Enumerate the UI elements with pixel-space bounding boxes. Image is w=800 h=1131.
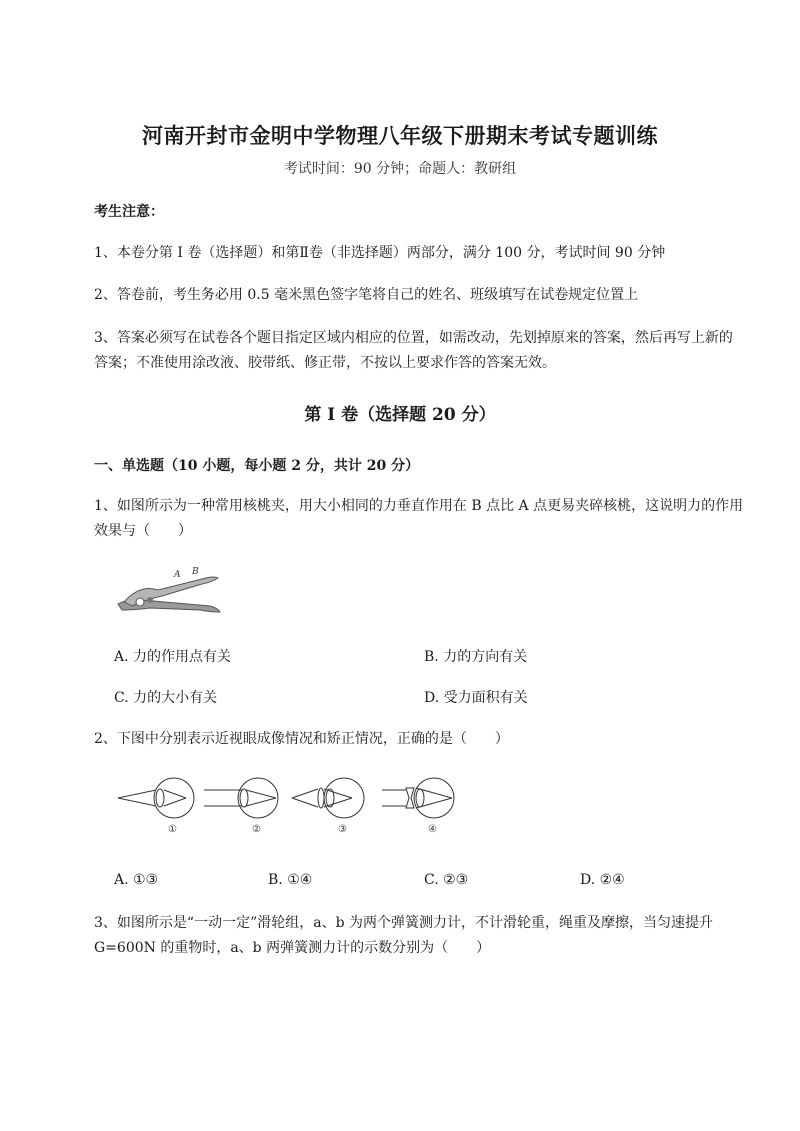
notice-item-2: 2、答卷前，考生务必用 0.5 毫米黑色签字笔将自己的姓名、班级填写在试卷规定位置上: [94, 287, 639, 303]
q1-option-c[interactable]: C. 力的大小有关: [114, 690, 218, 706]
eye-label-1: ①: [168, 824, 177, 835]
q1-option-d[interactable]: D. 受力面积有关: [424, 690, 528, 706]
notice-item-1: 1、本卷分第 I 卷（选择题）和第Ⅱ卷（非选择题）两部分，满分 100 分，考试时间 90 分钟: [94, 245, 666, 261]
figure-label-a: A: [174, 570, 181, 580]
q2-option-d[interactable]: D. ②④: [580, 872, 625, 888]
q2-option-c[interactable]: C. ②③: [424, 872, 469, 888]
q2-option-b[interactable]: B. ①④: [268, 872, 313, 888]
page-title: 河南开封市金明中学物理八年级下册期末考试专题训练: [142, 123, 658, 148]
eye-diagram-1: [118, 778, 194, 835]
eye-label-3: ③: [338, 824, 347, 835]
eye-diagram-2: [204, 778, 278, 835]
notice-heading: 考生注意：: [94, 204, 164, 220]
question-2-stem: 2、下图中分别表示近视眼成像情况和矫正情况，正确的是（ ）: [94, 731, 509, 747]
q1-option-b[interactable]: B. 力的方向有关: [424, 649, 528, 665]
notice-item-3: 3、答案必须写在试卷各个题目指定区域内相应的位置，如需改动，先划掉原来的答案，然后再写上新的答案；不准使用涂改液、胶带纸、修正带，不按以上要求作答的答案无效。: [94, 330, 733, 371]
part-heading: 一、单选题（10 小题，每小题 2 分，共计 20 分）: [94, 458, 420, 474]
eye-diagram-3: [292, 778, 364, 835]
eye-diagrams: [116, 776, 476, 836]
question-1-stem: 1、如图所示为一种常用核桃夹，用大小相同的力垂直作用在 B 点比 A 点更易夹碎核桃，这说明力的作用效果与（ ）: [94, 498, 744, 539]
eye-label-4: ④: [428, 824, 437, 835]
exam-info: 考试时间：90 分钟；命题人：教研组: [283, 161, 517, 177]
question-3-stem: 3、如图所示是“一动一定”滑轮组，a、b 为两个弹簧测力计，不计滑轮重，绳重及摩擦，当匀速提升 G=600N 的重物时，a、b 两弹簧测力计的示数分别为（ ）: [94, 915, 713, 956]
eye-diagram-4: [382, 778, 454, 835]
nutcracker-figure: [110, 562, 225, 617]
figure-label-b: B: [192, 567, 199, 577]
eye-label-2: ②: [252, 824, 261, 835]
section-title: 第 I 卷（选择题 20 分）: [304, 405, 496, 425]
q2-option-a[interactable]: A. ①③: [114, 872, 159, 888]
q1-option-a[interactable]: A. 力的作用点有关: [114, 649, 232, 665]
